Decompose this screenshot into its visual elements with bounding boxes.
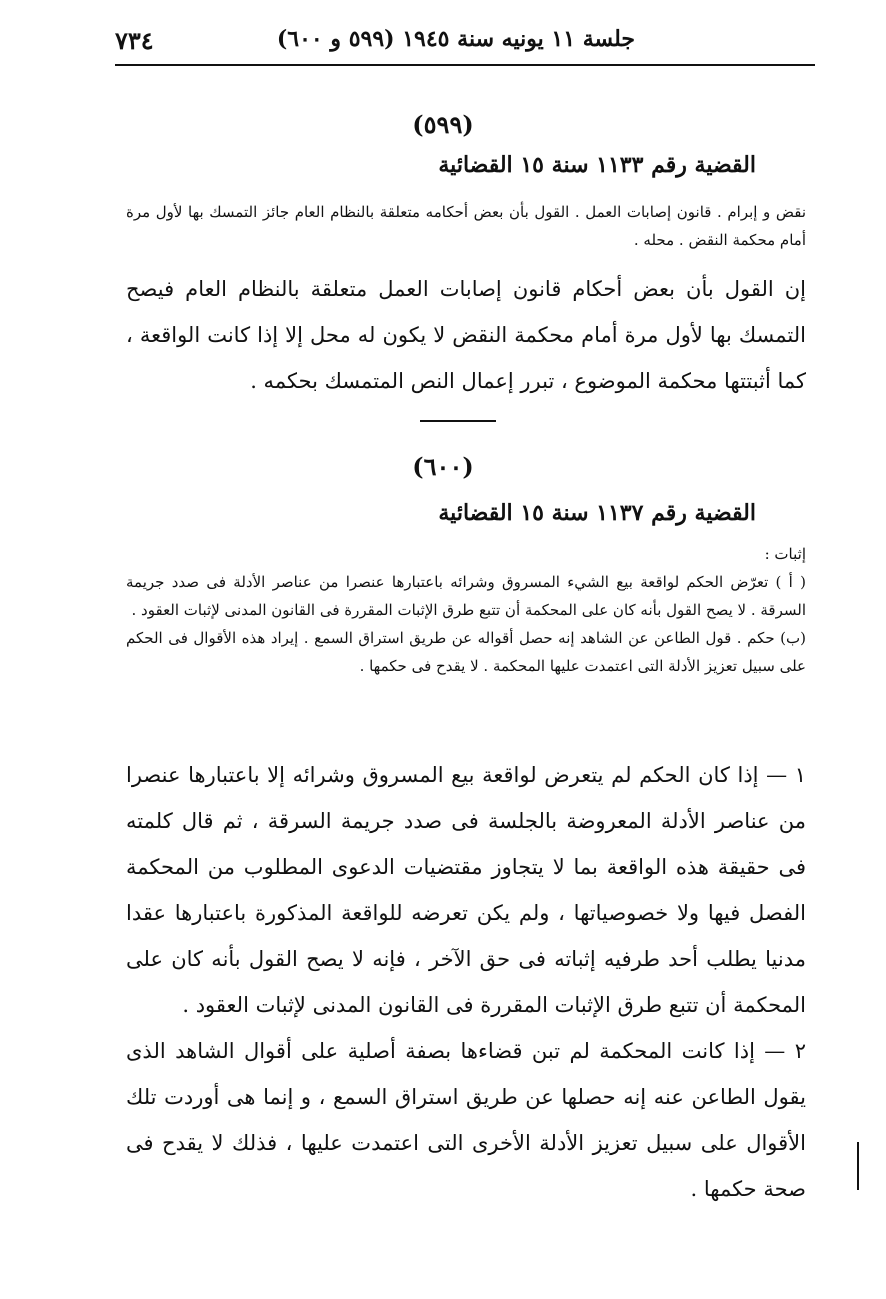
case-title: القضية رقم ١١٣٧ سنة ١٥ القضائية <box>438 500 756 526</box>
page-number: ٧٣٤ <box>115 26 154 55</box>
case-title: القضية رقم ١١٣٣ سنة ١٥ القضائية <box>438 152 756 178</box>
page-header <box>115 18 815 66</box>
principle-paragraph: ٢ — إذا كانت المحكمة لم تبن قضاءها بصفة أصلية على أقوال الشاهد الذى يقول الطاعن عنه إنه حصلها عن طريق استراق السمع ، و إنما هى أوردت تلك الأقوال على سبيل تعزيز الأدلة الأخرى التى اعتمدت عليها ، فذلك لا يقدح فى صحة حكمها . <box>126 1039 806 1201</box>
margin-mark <box>857 1142 859 1190</box>
principle-paragraph: إن القول بأن بعض أحكام قانون إصابات العمل متعلقة بالنظام العام فيصح التمسك بها لأول مرة أمام محكمة النقض لا يكون له محل إلا إذا كانت الواقعة ، كما أثبتتها محكمة الموضوع ، تبرر إعمال النص المتمسك بحكمه . <box>126 277 806 393</box>
principle-paragraph: ١ — إذا كان الحكم لم يتعرض لواقعة بيع المسروق وشرائه إلا باعتبارها عنصرا من عناصر الأدلة المعروضة بالجلسة فى صدد جريمة السرقة ، ثم قال كلمته فى حقيقة هذه الواقعة بما لا يتجاوز مقتضيات الدعوى المطلوب من المحكمة الفصل فيها ولا خصوصياتها ، ولم يكن تعرضه للواقعة المذكورة باعتبارها عقدا مدنيا يطلب أحد طرفيه إثباته فى حق الآخر ، فإنه لا يصح القول بأنه كان على المحكمة أن تتبع طرق الإثبات المقررة فى القانون المدنى لإثبات العقود . <box>126 763 806 1017</box>
summary-paragraph: نقض و إبرام . قانون إصابات العمل . القول بأن بعض أحكامه متعلقة بالنظام العام جائز التمسك بها لأول مرة أمام محكمة النقض . محله . <box>126 203 806 249</box>
case-principles <box>126 266 806 404</box>
section-separator <box>420 420 496 422</box>
summary-heading: إثبات : <box>764 545 806 563</box>
case-principles <box>126 752 806 1212</box>
header-rule <box>115 64 815 66</box>
summary-paragraph: ( أ ) تعرّض الحكم لواقعة بيع الشيء المسروق وشرائه باعتبارها عنصرا من عناصر الأدلة فى صدد جريمة السرقة . لا يصح القول بأنه كان على المحكمة أن تتبع طرق الإثبات المقررة فى القانون المدنى لإثبات العقود . <box>126 573 806 619</box>
running-title: جلسة ١١ يونيه سنة ١٩٤٥ (٥٩٩ و ٦٠٠) <box>276 26 635 52</box>
summary-paragraph: (ب) حكم . قول الطاعن عن الشاهد إنه حصل أقواله عن طريق استراق السمع . إيراد هذه الأقوال فى الحكم على سبيل تعزيز الأدلة التى اعتمدت عليها المحكمة . لا يقدح فى حكمها . <box>126 629 806 675</box>
case-number: (٦٠٠) <box>412 452 474 481</box>
case-summary <box>126 198 806 254</box>
case-summary <box>126 540 806 680</box>
case-number: (٥٩٩) <box>412 110 474 139</box>
